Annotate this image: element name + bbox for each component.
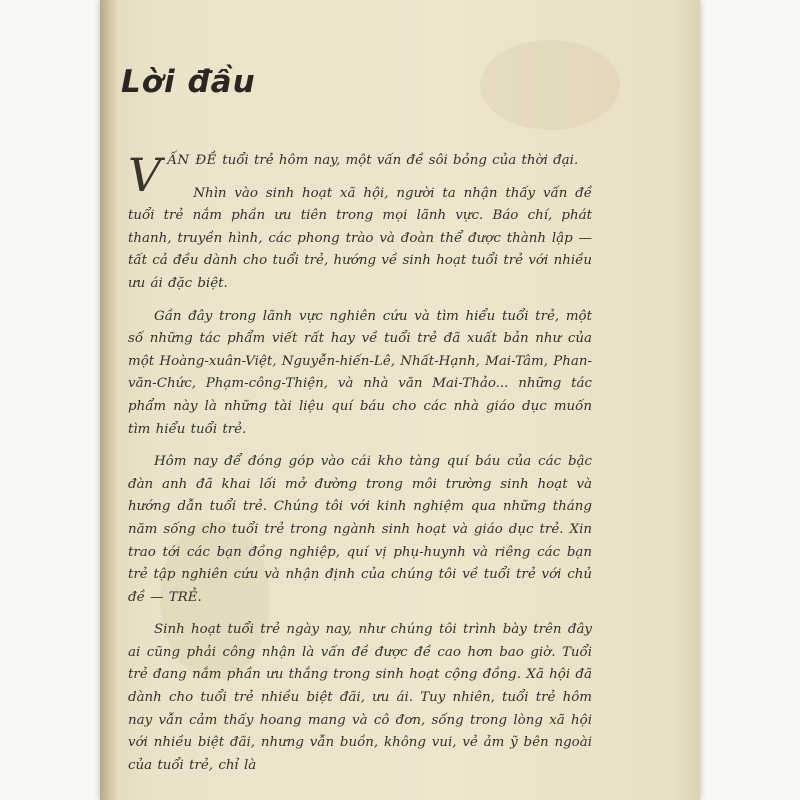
body-paragraph: Gần đây trong lãnh vực nghiên cứu và tìm hiểu tuổi trẻ, một số những tác phẩm viết rất hay về tuổi trẻ đã xuất bản như của một Hoàng-xuân-Việt, Nguyễn-hiến-Lê, Nhất-Hạnh, Mai-Tâm, Phan-văn-Chức, Phạm-công-Thiện, và nhà văn Mai-Thảo... những tác phẩm này là những tài liệu quí báu cho các nhà giáo dục muốn tìm hiểu tuổi trẻ. — [128, 308, 592, 437]
page-body — [128, 150, 592, 787]
paper-stain — [480, 40, 620, 130]
intro-text: tuổi trẻ hôm nay, một vấn đề sôi bỏng của thời đại. — [216, 153, 579, 168]
drop-cap: V — [128, 148, 162, 202]
body-paragraph: Sinh hoạt tuổi trẻ ngày nay, như chúng tôi trình bày trên đây ai cũng phải công nhận là vấn đề được đề cao hơn bao giờ. Tuổi trẻ đang nắm phần ưu thắng trong sinh hoạt cộng đồng. Xã hội đã dành cho tuổi trẻ nhiều biệt đãi, ưu ái. Tuy nhiên, tuổi trẻ hôm nay vẫn cảm thấy hoang mang và cô đơn, sống trong lòng xã hội với nhiều biệt đãi, nhưng vẫn buồn, không vui, vẻ ảm ỹ bên ngoài của tuổi trẻ, chỉ là — [128, 622, 592, 773]
body-paragraph: Hôm nay để đóng góp vào cái kho tàng quí báu của các bậc đàn anh đã khai lối mở đường trong môi trường sinh hoạt và hướng dẫn tuổi trẻ. Chúng tôi với kinh nghiệm qua những tháng năm sống cho tuổi trẻ trong ngành sinh hoạt và giáo dục trẻ. Xin trao tới các bạn đồng nghiệp, quí vị phụ-huynh và riêng các bạn trẻ tập nghiên cứu và nhận định của chúng tôi về tuổi trẻ với chủ đề — TRẺ. — [128, 454, 592, 605]
page-heading: Lời đầu — [121, 64, 256, 100]
intro-caps: ẤN ĐỀ — [167, 153, 217, 168]
intro-paragraph — [128, 148, 592, 202]
body-paragraph: Nhìn vào sinh hoạt xã hội, người ta nhận thấy vấn đề tuổi trẻ nắm phần ưu tiên trong mọi lãnh vực. Báo chí, phát thanh, truyền hình, các phong trào và đoàn thể được thành lập — tất cả đều dành cho tuổi trẻ, hướng về sinh hoạt tuổi trẻ với nhiều ưu ái đặc biệt. — [128, 185, 592, 291]
